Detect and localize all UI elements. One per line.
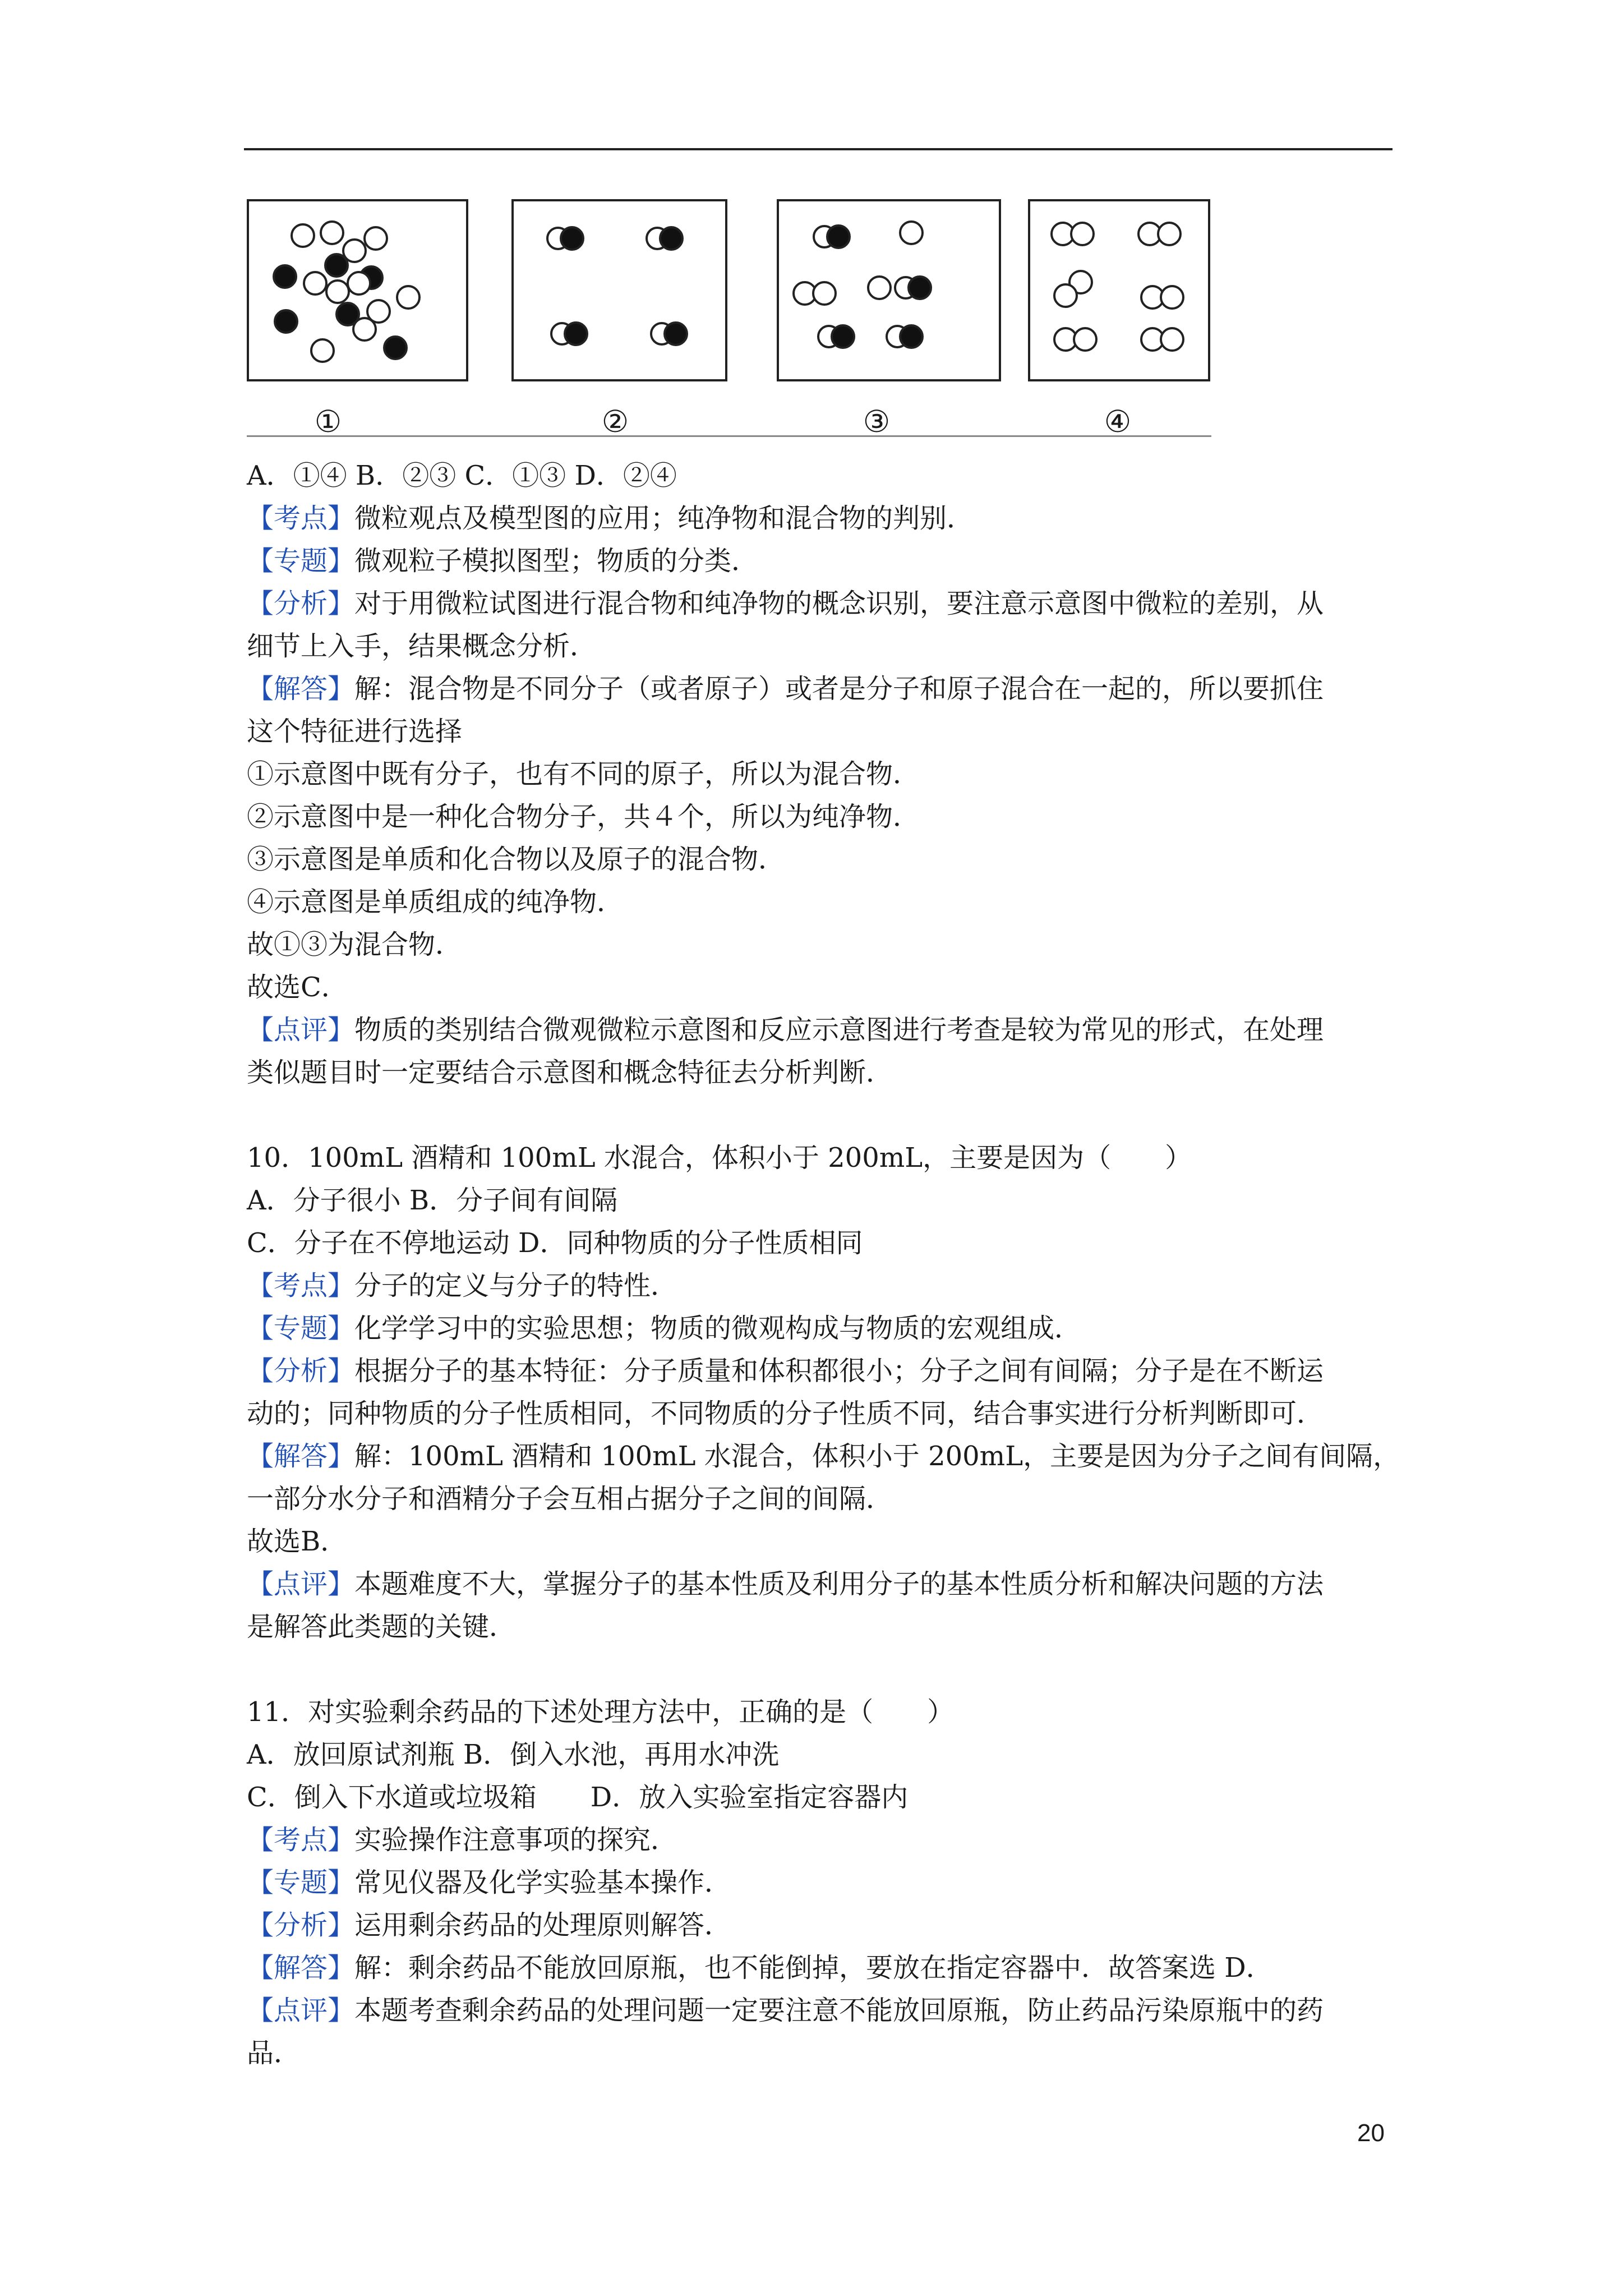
q11-dianping-text: 本题考查剩余药品的处理问题一定要注意不能放回原瓶，防止药品污染原瓶中的药 bbox=[354, 1995, 1324, 2026]
tag-zhuanti: 【专题】 bbox=[247, 1867, 355, 1898]
tag-kaodian: 【考点】 bbox=[247, 503, 355, 534]
q11-kaodian-text: 实验操作注意事项的探究． bbox=[354, 1824, 678, 1856]
q10-jieda bbox=[247, 1435, 1402, 1478]
q9-jieda-2: 这个特征进行选择 bbox=[247, 716, 463, 747]
header-rule bbox=[244, 148, 1393, 150]
q9-dianping-2: 类似题目时一定要结合示意图和概念特征去分析判断． bbox=[247, 1057, 893, 1088]
tag-dianping: 【点评】 bbox=[247, 1014, 355, 1046]
q11-options-cd: C．倒入下水道或垃圾箱 D．放入实验室指定容器内 bbox=[247, 1782, 909, 1813]
q11-zhuanti-text: 常见仪器及化学实验基本操作． bbox=[354, 1867, 732, 1898]
q9-options: A．①④ B．②③ C．①③ D．②④ bbox=[247, 460, 677, 491]
q10-dianping-text: 本题难度不大，掌握分子的基本性质及利用分子的基本性质分析和解决问题的方法 bbox=[354, 1568, 1324, 1600]
tag-dianping: 【点评】 bbox=[247, 1995, 355, 2026]
page-number: 20 bbox=[1357, 2119, 1385, 2147]
q10-kaodian bbox=[247, 1264, 1402, 1307]
q9-jieda-text: 解：混合物是不同分子（或者原子）或者是分子和原子混合在一起的，所以要抓住 bbox=[354, 673, 1324, 705]
tag-fenxi: 【分析】 bbox=[247, 1910, 355, 1941]
panel-label-4: ④ bbox=[1104, 404, 1132, 439]
q10-jieda-3: 故选B． bbox=[247, 1526, 348, 1557]
q9-jieda-5: ③示意图是单质和化合物以及原子的混合物． bbox=[247, 844, 786, 875]
q10-stem: 10．100mL 酒精和 100mL 水混合，体积小于 200mL，主要是因为（ ） bbox=[247, 1142, 1192, 1174]
tag-jieda: 【解答】 bbox=[247, 1441, 355, 1472]
q9-dianping bbox=[247, 1009, 1402, 1051]
q11-zhuanti bbox=[247, 1861, 1402, 1904]
figure-baseline bbox=[247, 435, 1211, 437]
q10-fenxi bbox=[247, 1350, 1402, 1392]
particle-diagrams bbox=[247, 199, 1211, 384]
q10-jieda-text: 解：100mL 酒精和 100mL 水混合，体积小于 200mL，主要是因为分子之间有间隔， bbox=[354, 1441, 1400, 1472]
q9-fenxi bbox=[247, 582, 1402, 625]
q10-kaodian-text: 分子的定义与分子的特性． bbox=[354, 1270, 678, 1301]
q10-zhuanti-text: 化学学习中的实验思想；物质的微观构成与物质的宏观组成． bbox=[354, 1313, 1082, 1344]
q11-dianping bbox=[247, 1989, 1402, 2032]
q10-dianping-2: 是解答此类题的关键． bbox=[247, 1611, 517, 1642]
q9-zhuanti bbox=[247, 540, 1402, 582]
tag-jieda: 【解答】 bbox=[247, 673, 355, 705]
q9-kaodian bbox=[247, 497, 1402, 540]
q9-fenxi-2: 细节上入手，结果概念分析． bbox=[247, 631, 597, 662]
particle-figure bbox=[247, 199, 1211, 440]
tag-kaodian: 【考点】 bbox=[247, 1270, 355, 1301]
tag-zhuanti: 【专题】 bbox=[247, 1313, 355, 1344]
q10-fenxi-text: 根据分子的基本特征：分子质量和体积都很小；分子之间有间隔；分子是在不断运 bbox=[354, 1355, 1324, 1387]
q11-dianping-2: 品． bbox=[247, 2037, 301, 2069]
q9-jieda-7: 故①③为混合物． bbox=[247, 929, 463, 960]
q10-options-cd: C．分子在不停地运动 D．同种物质的分子性质相同 bbox=[247, 1227, 863, 1259]
q11-options-ab: A．放回原试剂瓶 B．倒入水池，再用水冲洗 bbox=[247, 1739, 780, 1770]
panel-label-3: ③ bbox=[863, 404, 891, 439]
panel-label-1: ① bbox=[314, 404, 342, 439]
tag-kaodian: 【考点】 bbox=[247, 1824, 355, 1856]
tag-zhuanti: 【专题】 bbox=[247, 545, 355, 577]
q11-jieda bbox=[247, 1947, 1402, 1989]
q11-kaodian bbox=[247, 1819, 1402, 1861]
q10-zhuanti bbox=[247, 1307, 1402, 1350]
q9-jieda bbox=[247, 668, 1402, 710]
q10-options-ab: A．分子很小 B．分子间有间隔 bbox=[247, 1185, 618, 1216]
q9-jieda-4: ②示意图中是一种化合物分子，共４个，所以为纯净物． bbox=[247, 801, 920, 832]
q10-jieda-2: 一部分水分子和酒精分子会互相占据分子之间的间隔． bbox=[247, 1483, 893, 1515]
tag-fenxi: 【分析】 bbox=[247, 1355, 355, 1387]
tag-fenxi: 【分析】 bbox=[247, 588, 355, 619]
q10-fenxi-2: 动的；同种物质的分子性质相同，不同物质的分子性质不同，结合事实进行分析判断即可． bbox=[247, 1398, 1324, 1429]
tag-jieda: 【解答】 bbox=[247, 1952, 355, 1984]
q11-fenxi bbox=[247, 1904, 1402, 1947]
tag-dianping: 【点评】 bbox=[247, 1568, 355, 1600]
q9-kaodian-text: 微粒观点及模型图的应用；纯净物和混合物的判别． bbox=[354, 503, 974, 534]
q11-stem: 11．对实验剩余药品的下述处理方法中，正确的是（ ） bbox=[247, 1696, 955, 1728]
q11-jieda-text: 解：剩余药品不能放回原瓶，也不能倒掉，要放在指定容器中．故答案选 D． bbox=[354, 1952, 1273, 1984]
q9-zhuanti-text: 微观粒子模拟图型；物质的分类． bbox=[354, 545, 759, 577]
q9-fenxi-text: 对于用微粒试图进行混合物和纯净物的概念识别，要注意示意图中微粒的差别，从 bbox=[354, 588, 1324, 619]
q9-jieda-8: 故选C． bbox=[247, 972, 348, 1003]
q9-jieda-3: ①示意图中既有分子，也有不同的原子，所以为混合物． bbox=[247, 758, 920, 790]
answer-text bbox=[247, 454, 1402, 2074]
q11-fenxi-text: 运用剩余药品的处理原则解答． bbox=[354, 1910, 732, 1941]
q10-dianping bbox=[247, 1563, 1402, 1605]
q9-dianping-text: 物质的类别结合微观微粒示意图和反应示意图进行考查是较为常见的形式，在处理 bbox=[354, 1014, 1324, 1046]
panel-label-2: ② bbox=[601, 404, 629, 439]
q9-jieda-6: ④示意图是单质组成的纯净物． bbox=[247, 886, 624, 918]
